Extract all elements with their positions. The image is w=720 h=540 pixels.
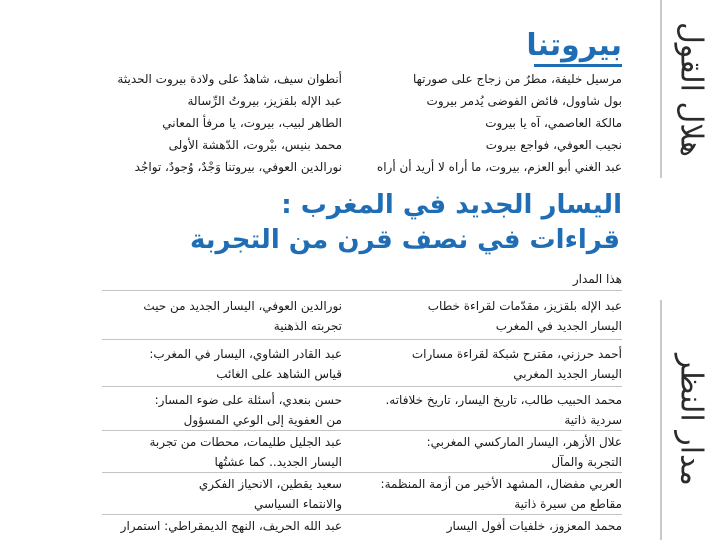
row-left-line: اليسار الجديد.. كما عشتُها	[214, 455, 342, 469]
row-right-line: أحمد حرزني، مقترح شبكة لقراءة مسارات	[411, 347, 622, 361]
beirut-left-entry: نورالدين العوفي، بيروتنا وَجْدٌ، وُجودٌ، تواجُد	[134, 160, 342, 174]
row-right-line: علال الأزهر، اليسار الماركسي المغربي:	[426, 435, 622, 449]
row-right-line: مقاطع من سيرة ذاتية	[514, 497, 622, 511]
row-right-line: سردية ذاتية	[564, 413, 622, 427]
left-section-title-line1: اليسار الجديد في المغرب :	[281, 190, 622, 220]
divider	[102, 386, 622, 387]
row-right-line: محمد المعزوز، خلفيات أفول اليسار	[446, 519, 622, 533]
beirut-right-entry: بول شاوول، فائض الفوضى يُدمر بيروت	[426, 94, 622, 108]
divider	[102, 472, 622, 473]
row-left-line: حسن بنعدي، أسئلة على ضوء المسار:	[154, 393, 342, 407]
side-label-top-text: هلال القول	[673, 21, 709, 157]
side-label-bottom-text: مدار النظر	[673, 354, 709, 486]
row-left-line: عبد الله الحريف، النهج الديمقراطي: استمرار	[120, 519, 342, 533]
beirut-left-entry: محمد بنيس، بيْروت، الدّهشة الأولى	[168, 138, 342, 152]
beirut-left-entry: عبد الإله بلقزيز، بيروتُ الرِّسالة	[187, 94, 342, 108]
divider	[102, 290, 622, 291]
beirut-right-entry: مرسيل خليفة، مطرٌ من زجاج على صورتها	[412, 72, 622, 86]
divider	[102, 339, 622, 340]
beirut-right-entry: مالكة العاصمي، آه يا بيروت	[485, 116, 622, 130]
row-left-line: عبد الجليل طليمات، محطات من تجربة	[149, 435, 342, 449]
beirut-title: بيروتنا	[526, 28, 622, 63]
row-left-line: قياس الشاهد على الغائب	[216, 367, 342, 381]
beirut-right-entry: نجيب العوفي، فواجع بيروت	[485, 138, 622, 152]
beirut-left-entry: الطاهر لبيب، بيروت، يا مرفأ المعاني	[162, 116, 342, 130]
row-left-line: والانتماء السياسي	[253, 497, 342, 511]
row-left-line: من العفوية إلى الوعي المسؤول	[183, 413, 342, 427]
beirut-left-entry: أنطوان سيف، شاهدٌ على ولادة بيروت الحديثة	[117, 72, 342, 86]
section-label: هذا المدار	[572, 272, 622, 286]
row-right-line: اليسار الجديد في المغرب	[495, 319, 622, 333]
row-left-line: تجربته الذهنية	[273, 319, 342, 333]
left-section-title-line2: قراءات في نصف قرن من التجربة	[190, 225, 620, 255]
row-left-line: عبد القادر الشاوي، اليسار في المغرب:	[149, 347, 342, 361]
row-right-line: اليسار الجديد المغربي	[513, 367, 622, 381]
row-right-line: محمد الحبيب طالب، تاريخ اليسار، تاريخ خلافاته.	[385, 393, 622, 407]
row-right-line: التجربة والمآل	[551, 455, 622, 469]
beirut-right-entry: عبد الغني أبو العزم، بيروت، ما أراه لا أريد أن أراه	[376, 160, 622, 174]
beirut-title-underline	[534, 64, 622, 67]
row-right-line: عبد الإله بلقزيز، مقدّمات لقراءة خطاب	[427, 299, 622, 313]
divider	[102, 430, 622, 431]
row-left-line: سعيد يقطين، الانحياز الفكري	[198, 477, 342, 491]
divider	[102, 514, 622, 515]
row-right-line: العربي مفضال، المشهد الأخير من أزمة المنظمة:	[380, 477, 622, 491]
side-label-bottom	[660, 300, 720, 540]
row-left-line: نورالدين العوفي، اليسار الجديد من حيث	[143, 299, 342, 313]
side-label-top	[660, 0, 720, 178]
